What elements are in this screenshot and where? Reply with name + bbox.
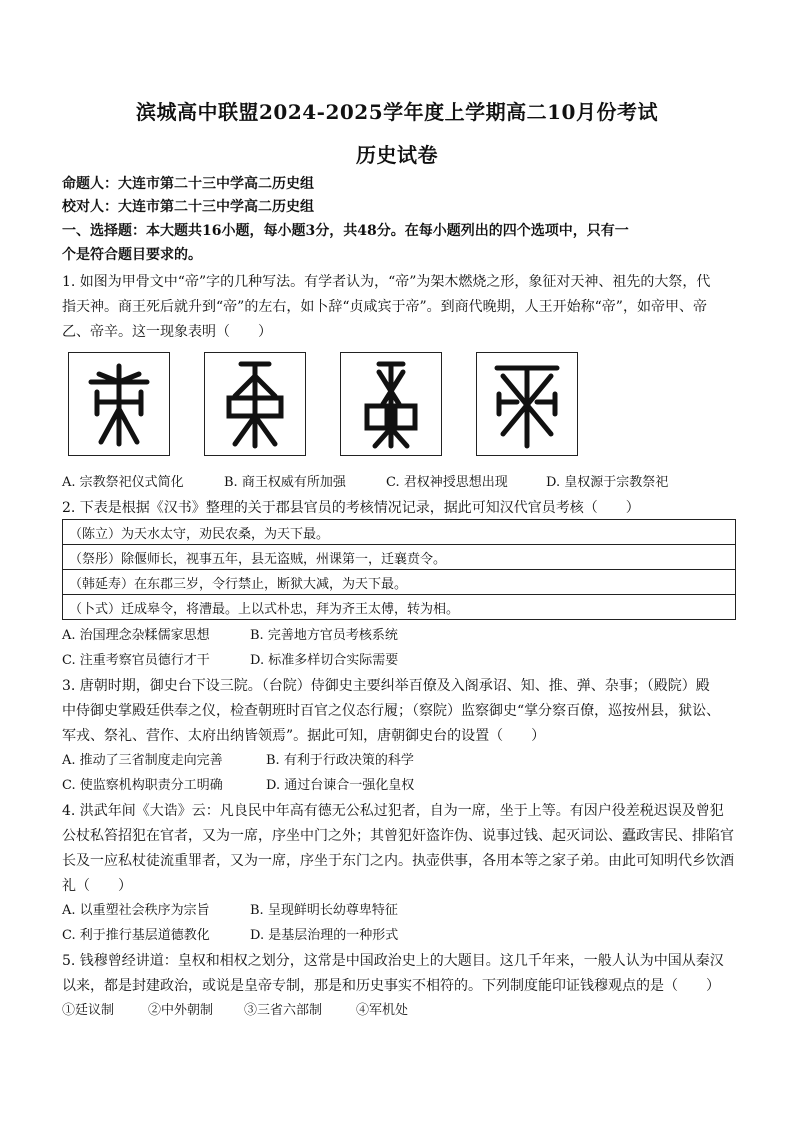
q3-option-d[interactable]: D. 通过台谏合一强化皇权 bbox=[266, 778, 415, 793]
q1-line1: 1. 如图为甲骨文中“帝”字的几种写法。有学者认为，“帝”为架木燃烧之形，象征对天神、祖先的大祭，代 bbox=[62, 274, 711, 290]
q3-line2: 中侍御史掌殿廷供奉之仪，检查朝班时百官之仪态行履；（察院）监察御史“掌分察百僚，巡按州县，狱讼、 bbox=[62, 703, 721, 719]
exam-title: 滨城高中联盟2024-2025学年度上学期高二10月份考试 bbox=[136, 100, 658, 124]
oracle-di-glyph-2 bbox=[204, 352, 306, 456]
q5-line2: 以来，都是封建政治，或说是皇帝专制，那是和历史事实不相符的。下列制度能印证钱穆观点的是（ ） bbox=[62, 978, 720, 994]
table-cell: （祭彤）除偃师长，视事五年，县无盗贼，州课第一，迁襄贲令。 bbox=[63, 545, 736, 570]
oracle-bone-figures bbox=[68, 352, 568, 462]
q5-item-2: ②中外朝制 bbox=[148, 1003, 214, 1018]
table-row bbox=[63, 545, 736, 570]
exam-subtitle: 历史试卷 bbox=[356, 143, 438, 167]
table-row bbox=[63, 520, 736, 545]
q3-option-b[interactable]: B. 有利于行政决策的科学 bbox=[266, 753, 414, 768]
di-glyph-icon bbox=[477, 353, 577, 455]
di-glyph-icon bbox=[341, 353, 441, 455]
table-cell: （陈立）为天水太守，劝民农桑，为天下最。 bbox=[63, 520, 736, 545]
q3-option-c[interactable]: C. 使监察机构职责分工明确 bbox=[62, 778, 223, 793]
q4-line1: 4. 洪武年间《大诰》云：凡良民中年高有德无公私过犯者，自为一席，坐于上等。有因户役差税迟误及曾犯 bbox=[62, 803, 724, 819]
di-glyph-icon bbox=[205, 353, 305, 455]
table-cell: （韩延寿）在东郡三岁，令行禁止，断狱大减，为天下最。 bbox=[63, 570, 736, 595]
q3-option-a[interactable]: A. 推动了三省制度走向完善 bbox=[62, 753, 223, 768]
q4-option-d[interactable]: D. 是基层治理的一种形式 bbox=[250, 928, 399, 943]
q2-option-a[interactable]: A. 治国理念杂糅儒家思想 bbox=[62, 628, 210, 643]
q1-option-c[interactable]: C. 君权神授思想出现 bbox=[386, 475, 508, 490]
oracle-di-glyph-4 bbox=[476, 352, 578, 456]
table-row bbox=[63, 570, 736, 595]
q4-line4: 礼（ ） bbox=[62, 878, 132, 894]
q5-item-1: ①廷议制 bbox=[62, 1003, 115, 1018]
q1-option-a[interactable]: A. 宗教祭祀仪式简化 bbox=[62, 475, 184, 490]
q2-option-b[interactable]: B. 完善地方官员考核系统 bbox=[250, 628, 398, 643]
table-row bbox=[63, 595, 736, 620]
q2-option-d[interactable]: D. 标准多样切合实际需要 bbox=[250, 653, 399, 668]
q5-item-4: ④军机处 bbox=[356, 1003, 409, 1018]
q3-line1: 3. 唐朝时期，御史台下设三院。（台院）侍御史主要纠举百僚及入阁承诏、知、推、弹、杂事；（殿院）殿 bbox=[62, 678, 710, 694]
checker-line: 校对人：大连市第二十三中学高二历史组 bbox=[62, 199, 314, 215]
q4-line2: 公杖私笞招犯在官者，又为一席，序坐中门之外；其曾犯奸盗诈伪、说事过钱、起灭词讼、蠹政害民、排陷官 bbox=[62, 828, 734, 844]
section-heading-line1: 一、选择题：本大题共16小题，每小题3分，共48分。在每小题列出的四个选项中，只有一 bbox=[62, 223, 629, 239]
author-line: 命题人：大连市第二十三中学高二历史组 bbox=[62, 176, 314, 192]
section-heading-line2: 个是符合题目要求的。 bbox=[62, 247, 202, 263]
q5-item-3: ③三省六部制 bbox=[244, 1003, 323, 1018]
q1-option-d[interactable]: D. 皇权源于宗教祭祀 bbox=[546, 475, 669, 490]
q2-option-c[interactable]: C. 注重考察官员德行才干 bbox=[62, 653, 210, 668]
q4-line3: 长及一应私杖徒流重罪者，又为一席，序坐于东门之内。执壶供事，各用本等之家子弟。由此可知明代乡饮酒 bbox=[62, 853, 734, 869]
q1-option-b[interactable]: B. 商王权威有所加强 bbox=[224, 475, 346, 490]
table-cell: （卜式）迁成皋令，将漕最。上以式朴忠，拜为齐王太傅，转为相。 bbox=[63, 595, 736, 620]
q5-line1: 5. 钱穆曾经讲道：皇权和相权之划分，这常是中国政治史上的大题目。这几千年来，一般人认为中国从秦汉 bbox=[62, 953, 724, 969]
oracle-di-glyph-3 bbox=[340, 352, 442, 456]
q4-option-c[interactable]: C. 利于推行基层道德教化 bbox=[62, 928, 210, 943]
q2-record-table bbox=[62, 519, 736, 620]
q4-option-b[interactable]: B. 呈现鲜明长幼尊卑特征 bbox=[250, 903, 398, 918]
q4-option-a[interactable]: A. 以重塑社会秩序为宗旨 bbox=[62, 903, 210, 918]
q2-line1: 2. 下表是根据《汉书》整理的关于郡县官员的考核情况记录，据此可知汉代官员考核（ ） bbox=[62, 500, 640, 516]
di-glyph-icon bbox=[69, 353, 169, 455]
q1-line3: 乙、帝辛。这一现象表明（ ） bbox=[62, 324, 272, 340]
q3-line3: 军戎、祭礼、营作、太府出纳皆领焉”。据此可知，唐朝御史台的设置（ ） bbox=[62, 728, 546, 744]
oracle-di-glyph-1 bbox=[68, 352, 170, 456]
q1-line2: 指天神。商王死后就升到“帝”的左右，如卜辞“贞咸宾于帝”。到商代晚期，人王开始称“帝”，如帝甲、帝 bbox=[62, 299, 707, 315]
